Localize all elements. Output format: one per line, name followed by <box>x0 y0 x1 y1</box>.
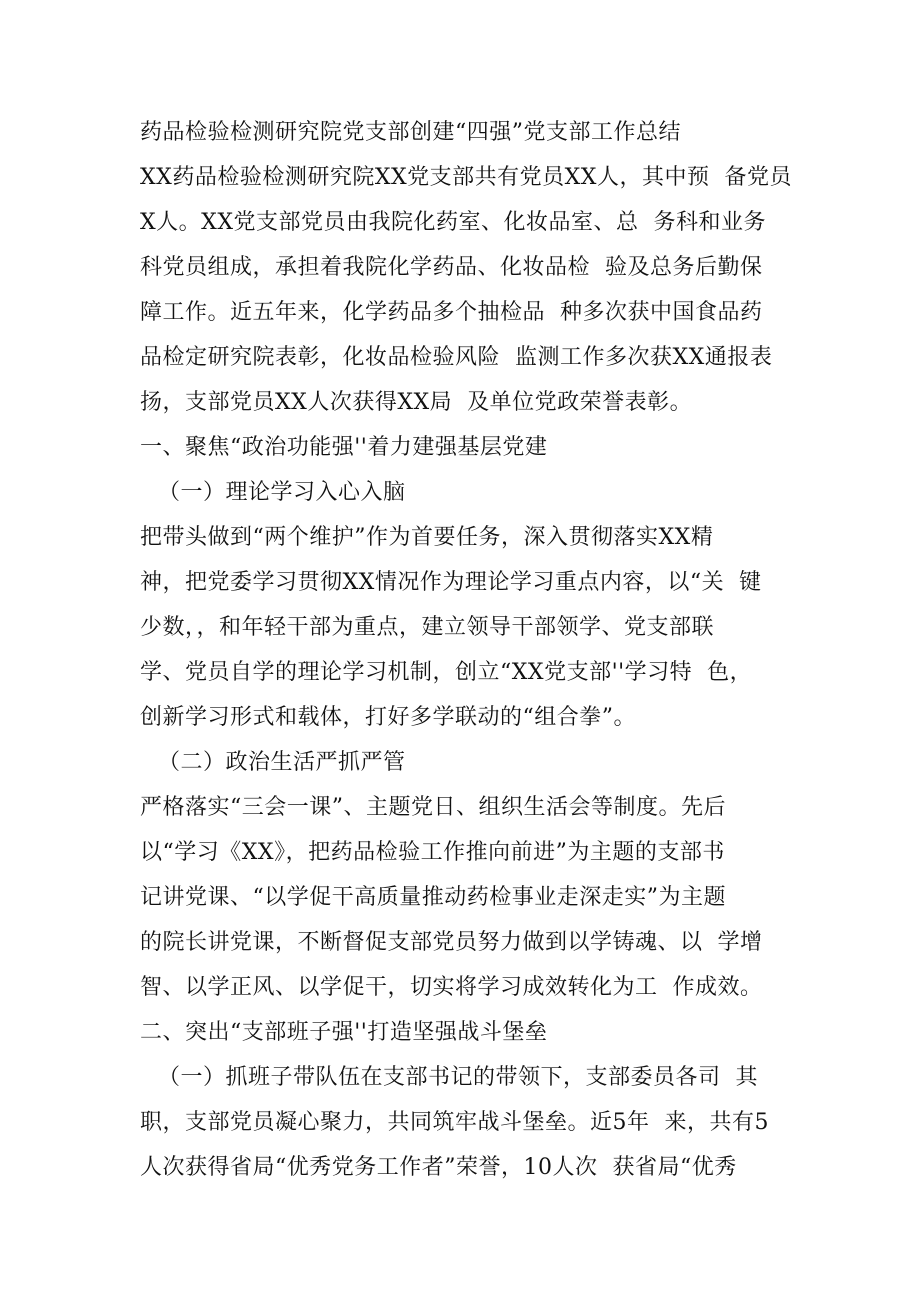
intro-line: 障工作。近五年来，化学药品多个抽检品 种多次获中国食品药 <box>140 300 763 325</box>
paragraph-line: 严格落实“三会一课”、主题党日、组织生活会等制度。先后 <box>140 795 726 820</box>
section-heading-2: 二、突出“支部班子强''打造坚强战斗堡垒 <box>140 1020 548 1045</box>
paragraph-line: 创新学习形式和载体，打好多学联动的“组合拳”。 <box>140 705 636 730</box>
document-title: 药品检验检测研究院党支部创建“四强”党支部工作总结 <box>140 120 681 145</box>
paragraph-line: 记讲党课、“以学促干高质量推动药检事业走深走实”为主题 <box>140 885 726 910</box>
section-heading-1: 一、聚焦“政治功能强''着力建强基层党建 <box>140 435 548 460</box>
paragraph-line: 学、党员自学的理论学习机制，创立“XX党支部''学习特 色， <box>140 660 753 685</box>
paragraph-line: 少数，，和年轻干部为重点，建立领导干部领学、党支部联 <box>140 615 715 640</box>
paragraph-line: （一）抓班子带队伍在支部书记的带领下，支部委员各司 其 <box>158 1065 758 1090</box>
paragraph-line: 智、以学正风、以学促干，切实将学习成效转化为工 作成效。 <box>140 975 763 1000</box>
subsection-heading-1-1: （一）理论学习入心入脑 <box>158 480 406 505</box>
intro-line: 品检定研究院表彰，化妆品检验风险 监测工作多次获XX通报表 <box>140 345 773 370</box>
intro-line: XX药品检验检测研究院XX党支部共有党员XX人，其中预 备党员 <box>140 165 792 190</box>
paragraph-line: 把带头做到“两个维护”作为首要任务，深入贯彻落实XX精 <box>140 525 714 550</box>
intro-line: 科党员组成，承担着我院化学药品、化妆品检 验及总务后勤保 <box>140 255 763 280</box>
paragraph-line: 的院长讲党课，不断督促支部党员努力做到以学铸魂、以 学增 <box>140 930 763 955</box>
subsection-heading-1-2: （二）政治生活严抓严管 <box>158 750 406 775</box>
paragraph-line: 职，支部党员凝心聚力，共同筑牢战斗堡垒。近5年 来，共有5 <box>140 1110 769 1135</box>
paragraph-line: 神，把党委学习贯彻XX情况作为理论学习重点内容，以“关 键 <box>140 570 762 595</box>
intro-line: X人。XX党支部党员由我院化药室、化妆品室、总 务科和业务 <box>140 210 766 235</box>
intro-line: 扬，支部党员XX人次获得XX局 及单位党政荣誉表彰。 <box>140 390 693 415</box>
paragraph-line: 人次获得省局“优秀党务工作者”荣誉，10人次 获省局“优秀 <box>140 1155 737 1180</box>
paragraph-line: 以“学习《XX》，把药品检验工作推向前进”为主题的支部书 <box>140 840 725 865</box>
